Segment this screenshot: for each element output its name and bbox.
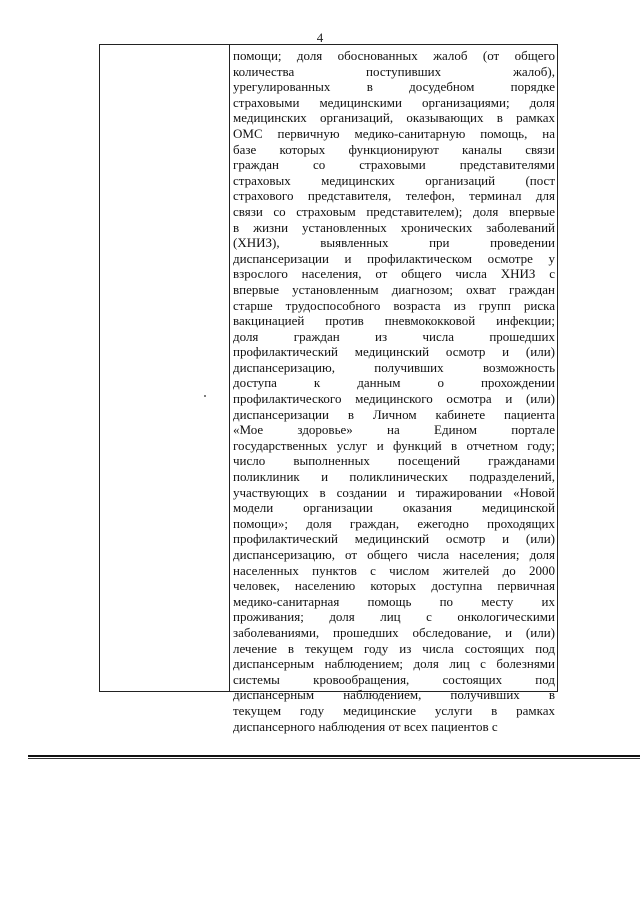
text-line: взрослого населения, от общего числа ХНИЗ с <box>233 266 555 282</box>
text-line: участвующих в создании и тиражировании «Новой <box>233 484 555 500</box>
text-line: связи со страховым представителем); доля впервые <box>233 203 555 219</box>
text-line: медицинских организаций, оказывающих в рамках <box>233 110 555 126</box>
text-line: государственных услуг и функций в отчетном году; <box>233 437 555 453</box>
text-line: диспансеризации в Личном кабинете пациента <box>233 406 555 422</box>
text-line: страхового представителя, телефон, терминал для <box>233 188 555 204</box>
text-line: диспансерным наблюдением; доля лиц с болезнями <box>233 656 555 672</box>
text-line: профилактического медицинского осмотра и (или) <box>233 391 555 407</box>
text-line: диспансерным наблюдением, получивших в <box>233 687 555 703</box>
text-line: количества поступивших жалоб), <box>233 63 555 79</box>
page-number: 4 <box>316 30 324 45</box>
table-left-cell <box>100 45 230 691</box>
text-line: модели организации оказания медицинской <box>233 500 555 516</box>
text-line: граждан со страховыми представителями <box>233 157 555 173</box>
text-line: лечение в текущем году из числа состоящих под <box>233 640 555 656</box>
scan-speck <box>204 395 206 397</box>
text-line: заболеваниями, прошедших обследование, и (или) <box>233 624 555 640</box>
text-line: «Мое здоровье» на Едином портале <box>233 422 555 438</box>
text-line: базе которых функционируют каналы связи <box>233 141 555 157</box>
text-line: (ХНИЗ), выявленных при проведении <box>233 235 555 251</box>
bottom-rule <box>28 755 640 757</box>
text-line: страховых медицинских организаций (пост <box>233 172 555 188</box>
text-line: медико-санитарная помощь по месту их <box>233 593 555 609</box>
text-line: поликлиник и поликлинических подразделений, <box>233 469 555 485</box>
text-line: ОМС первичную медико-санитарную помощь, на <box>233 125 555 141</box>
text-line: впервые установленным диагнозом; охват граждан <box>233 281 555 297</box>
text-line: диспансеризации и профилактическом осмотре у <box>233 250 555 266</box>
text-line: системы кровообращения, состоящих под <box>233 671 555 687</box>
text-line: в жизни установленных хронических заболеваний <box>233 219 555 235</box>
text-line: страховыми медицинскими организациями; доля <box>233 94 555 110</box>
text-line: диспансерного наблюдения от всех пациентов с <box>233 718 498 734</box>
text-line: населенных пунктов с числом жителей до 2000 <box>233 562 555 578</box>
text-line: профилактический медицинский осмотр и (или) <box>233 344 555 360</box>
text-line: диспансеризацию, получивших возможность <box>233 359 555 375</box>
text-line: диспансеризацию, от общего числа населения; доля <box>233 547 555 562</box>
text-line: помощи»; доля граждан, ежегодно проходящих <box>233 515 555 531</box>
text-line: доля граждан из числа прошедших <box>233 328 555 344</box>
cell-paragraph <box>233 48 555 734</box>
text-line: доступа к данным о прохождении <box>233 375 555 391</box>
table-right-cell <box>230 45 557 734</box>
document-table <box>99 44 558 734</box>
text-line: проживания; доля лиц с онкологическими <box>233 609 555 625</box>
text-line: помощи; доля обоснованных жалоб (от общего <box>233 48 555 63</box>
text-line: старше трудоспособного возраста из групп риска <box>233 297 555 313</box>
text-line: человек, населению которых доступна первичная <box>233 578 555 594</box>
text-line: число выполненных посещений гражданами <box>233 453 555 469</box>
text-line: вакцинацией против пневмококковой инфекции; <box>233 313 555 329</box>
text-line: урегулированных в досудебном порядке <box>233 79 555 95</box>
text-line: текущем году медицинские услуги в рамках <box>233 702 555 718</box>
text-line: профилактический медицинский осмотр и (или) <box>233 531 555 547</box>
